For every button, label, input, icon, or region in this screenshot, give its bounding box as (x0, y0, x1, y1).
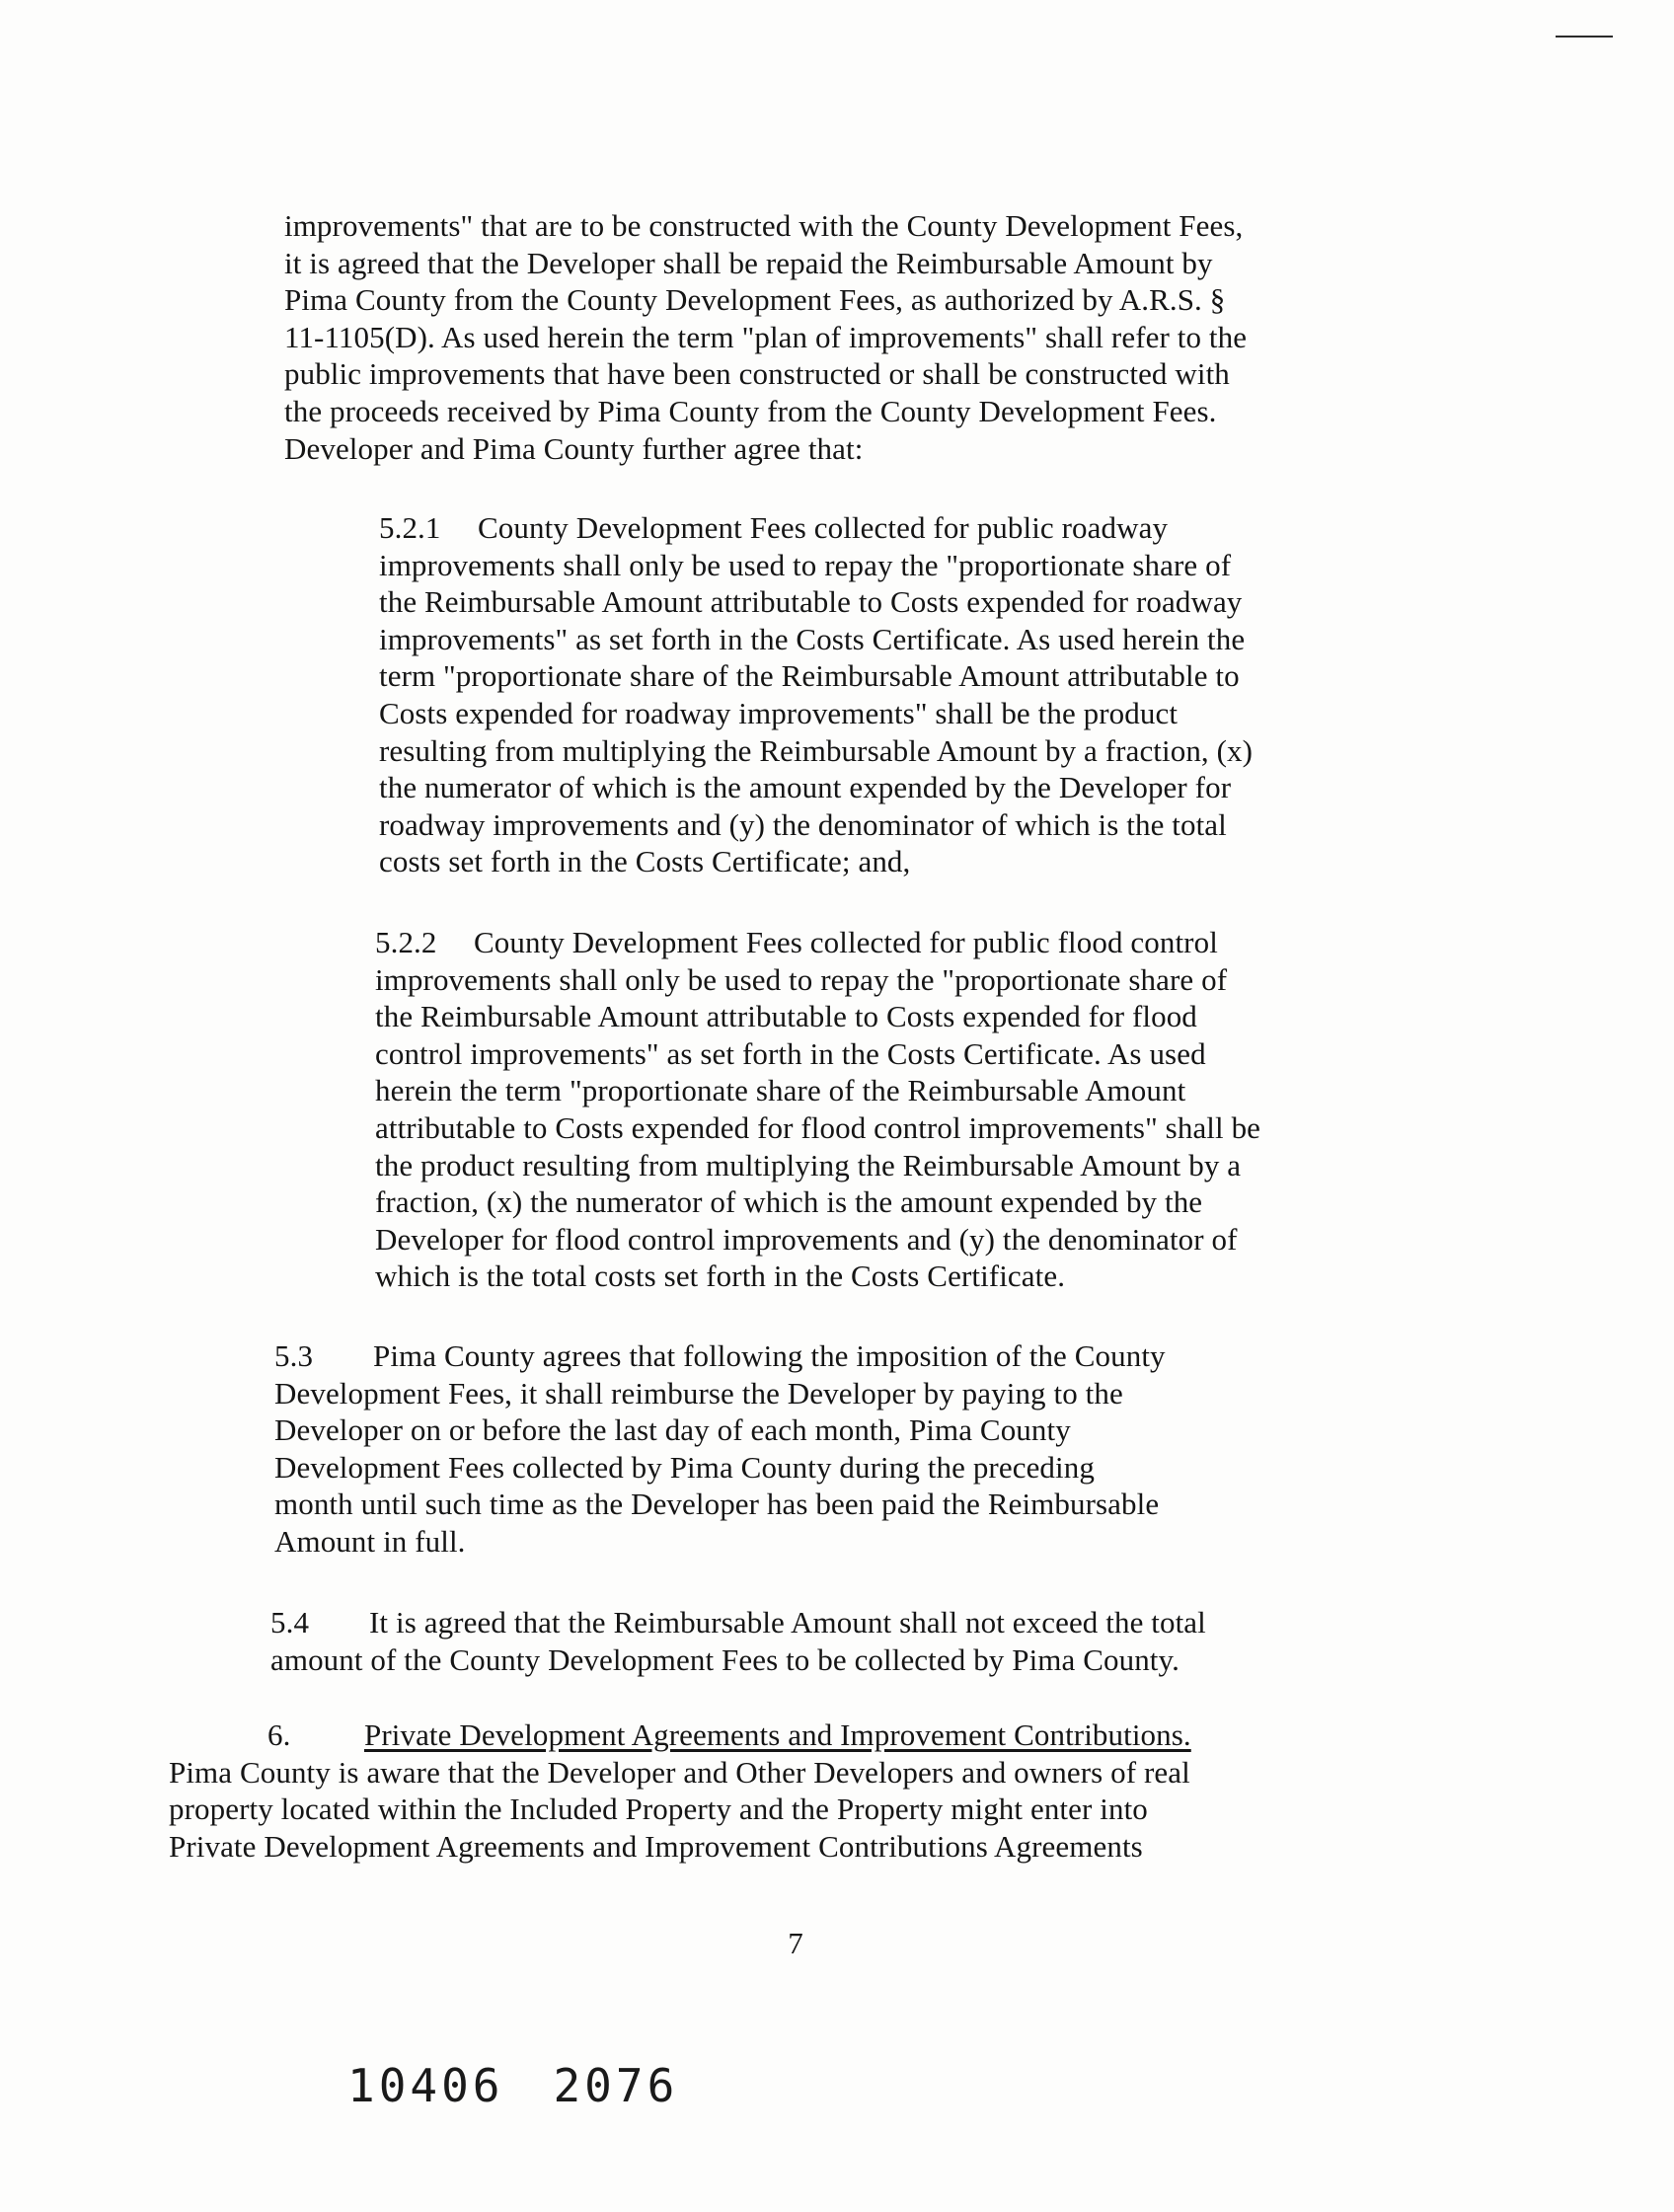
text-line: Pima County is aware that the Developer and Other Developers and owners of real (169, 1754, 1190, 1790)
section-5-2-2 (375, 924, 1260, 1295)
text-line: the proceeds received by Pima County from the County Development Fees. (284, 393, 1217, 428)
text-line: herein the term "proportionate share of the Reimbursable Amount (375, 1073, 1186, 1108)
text-line: month until such time as the Developer has been paid the Reimbursable (274, 1487, 1160, 1522)
section-5-4 (270, 1604, 1206, 1678)
text-line: amount of the County Development Fees to be collected by Pima County. (270, 1641, 1179, 1677)
text-line: the numerator of which is the amount expended by the Developer for (379, 770, 1232, 805)
text-line: fraction, (x) the numerator of which is the amount expended by the (375, 1184, 1203, 1220)
text-line: property located within the Included Property and the Property might enter into (169, 1792, 1148, 1827)
section-6 (169, 1716, 1191, 1865)
section-number: 5.2.1 (379, 510, 441, 545)
text-line: the Reimbursable Amount attributable to Costs expended for flood (375, 999, 1197, 1034)
scan-edge-mark (1556, 36, 1613, 38)
text-line: improvements" as set forth in the Costs Certificate. As used herein the (379, 621, 1246, 656)
section-heading-line (169, 1716, 1191, 1754)
text-line (270, 1604, 1206, 1641)
document-stamp (347, 2058, 678, 2113)
text-line: improvements shall only be used to repay the "proportionate share of (379, 547, 1232, 582)
text-line: improvements" that are to be constructed with the County Development Fees, (284, 208, 1244, 243)
text-line: attributable to Costs expended for flood control improvements" shall be (375, 1109, 1261, 1145)
text-line: it is agreed that the Developer shall be repaid the Reimbursable Amount by (284, 245, 1213, 280)
text-line: the Reimbursable Amount attributable to Costs expended for roadway (379, 584, 1243, 620)
text-line: Costs expended for roadway improvements" shall be the product (379, 695, 1179, 730)
section-5-2-1 (379, 509, 1253, 880)
text-line: improvements shall only be used to repay the "proportionate share of (375, 961, 1228, 997)
section-number: 5.3 (274, 1338, 314, 1373)
section-number: 5.2.2 (375, 925, 437, 959)
text-line: costs set forth in the Costs Certificate; and, (379, 844, 911, 879)
text-line: 11-1105(D). As used herein the term "plan of improvements" shall refer to the (284, 319, 1248, 354)
text-line: resulting from multiplying the Reimbursable Amount by a fraction, (x) (379, 732, 1254, 768)
text-line-content: Pima County agrees that following the imposition of the County (373, 1338, 1166, 1373)
text-line: control improvements" as set forth in the Costs Certificate. As used (375, 1035, 1206, 1071)
text-line (379, 509, 1253, 547)
text-line: public improvements that have been constructed or shall be constructed with (284, 356, 1230, 392)
stamp-right: 2076 (553, 2059, 679, 2112)
stamp-left: 10406 (347, 2059, 504, 2112)
text-line: Developer and Pima County further agree that: (284, 430, 864, 466)
text-line: term "proportionate share of the Reimbursable Amount attributable to (379, 658, 1240, 694)
section-5-3 (274, 1337, 1166, 1561)
text-line-content: It is agreed that the Reimbursable Amount shall not exceed the total (369, 1605, 1206, 1640)
page-number: 7 (788, 1926, 803, 1960)
text-line: roadway improvements and (y) the denominator of which is the total (379, 806, 1227, 842)
text-line (274, 1337, 1166, 1375)
text-line-content: County Development Fees collected for public flood control (474, 925, 1218, 959)
text-line: Development Fees, it shall reimburse the Developer by paying to the (274, 1375, 1123, 1411)
intro-paragraph (284, 207, 1247, 467)
text-line: Development Fees collected by Pima County during the preceding (274, 1449, 1095, 1485)
text-line: Developer for flood control improvements and (y) the denominator of (375, 1221, 1238, 1257)
text-line: the product resulting from multiplying the Reimbursable Amount by a (375, 1147, 1242, 1182)
text-line: Developer on or before the last day of each month, Pima County (274, 1412, 1071, 1448)
text-line: Pima County from the County Development Fees, as authorized by A.R.S. § (284, 282, 1226, 318)
text-line (375, 924, 1260, 961)
text-line: Amount in full. (274, 1523, 466, 1559)
text-line: which is the total costs set forth in the Costs Certificate. (375, 1259, 1066, 1294)
text-line: Private Development Agreements and Improvement Contributions Agreements (169, 1828, 1143, 1864)
text-line-content: County Development Fees collected for public roadway (478, 510, 1169, 545)
section-heading: Private Development Agreements and Improvement Contributions. (364, 1717, 1191, 1752)
section-number: 5.4 (270, 1605, 310, 1640)
section-number: 6. (267, 1717, 291, 1752)
